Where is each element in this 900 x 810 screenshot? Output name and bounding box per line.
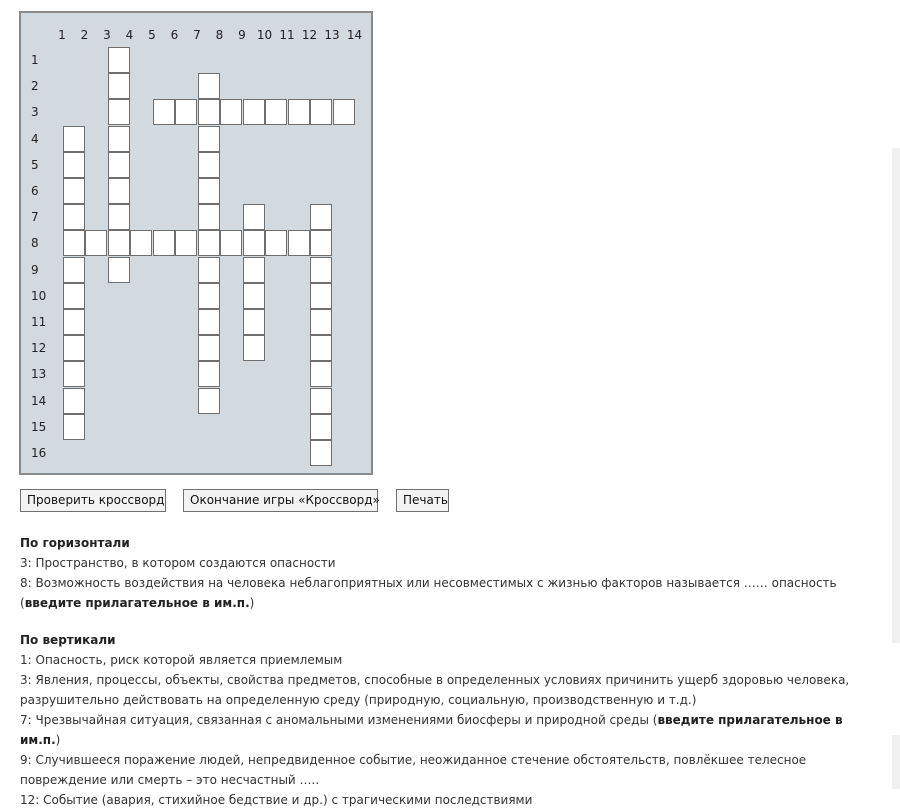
crossword-cell[interactable] (108, 126, 130, 152)
crossword-cell[interactable] (310, 361, 332, 387)
crossword-cell[interactable] (243, 99, 265, 125)
row-number: 2 (31, 79, 39, 94)
crossword-cell[interactable] (108, 257, 130, 283)
row-number: 3 (31, 105, 39, 120)
row-number: 1 (31, 53, 39, 67)
crossword-cell[interactable] (108, 230, 130, 256)
column-number: 5 (148, 28, 156, 42)
crossword-cell[interactable] (108, 178, 130, 204)
column-number: 1 (58, 28, 66, 42)
crossword-cell[interactable] (265, 99, 287, 125)
crossword-cell[interactable] (108, 204, 130, 230)
crossword-cell[interactable] (63, 126, 85, 152)
crossword-cell[interactable] (63, 414, 85, 440)
crossword-cell[interactable] (63, 257, 85, 283)
row-number: 13 (31, 367, 47, 382)
column-number: 11 (279, 28, 295, 42)
crossword-cell[interactable] (243, 335, 265, 361)
column-number: 8 (215, 28, 224, 42)
column-number: 6 (170, 28, 179, 42)
row-number: 4 (31, 131, 39, 146)
row-number: 8 (31, 236, 39, 251)
down-title: По вертикали (20, 633, 116, 647)
crossword-cell[interactable] (63, 152, 85, 178)
column-number: 2 (80, 28, 89, 42)
column-number: 7 (193, 28, 201, 42)
crossword-cell[interactable] (198, 309, 220, 335)
crossword-cell[interactable] (63, 204, 85, 230)
crossword-cell[interactable] (310, 257, 332, 283)
scroll-strip (892, 735, 900, 789)
crossword-cell[interactable] (108, 99, 130, 125)
crossword-cell[interactable] (243, 204, 265, 230)
finish-game-button[interactable]: Окончание игры «Кроссворд» (183, 489, 378, 512)
row-number: 14 (31, 393, 47, 408)
crossword-cell[interactable] (220, 230, 242, 256)
row-number: 9 (31, 262, 39, 277)
clue-across-3: 3: Пространство, в котором создаются опасности (20, 556, 336, 570)
crossword-cell[interactable] (175, 230, 197, 256)
crossword-cell[interactable] (243, 257, 265, 283)
crossword-cell[interactable] (310, 99, 332, 125)
column-number: 3 (103, 28, 111, 42)
row-number: 5 (31, 157, 39, 172)
column-number: 13 (324, 28, 340, 42)
clue-down-12: 12: Событие (авария, стихийное бедствие и др.) с трагическими последствиями (20, 793, 533, 807)
across-clues (20, 553, 880, 613)
crossword-board (19, 11, 373, 475)
crossword-cell[interactable] (310, 388, 332, 414)
crossword-cell[interactable] (288, 230, 310, 256)
crossword-cell[interactable] (153, 230, 175, 256)
crossword-cell[interactable] (198, 99, 220, 125)
clue-across-8: 8: Возможность воздействия на человека неблагоприятных или несовместимых с жизнью факторов называется …… опасность (введите прилагательное в им.п.) (20, 576, 837, 610)
crossword-cell[interactable] (63, 178, 85, 204)
crossword-cell[interactable] (198, 230, 220, 256)
crossword-cell[interactable] (310, 440, 332, 466)
crossword-cell[interactable] (63, 335, 85, 361)
crossword-cell[interactable] (198, 126, 220, 152)
crossword-cell[interactable] (108, 73, 130, 99)
row-number: 10 (31, 288, 47, 303)
clue-hint: введите прилагательное в им.п. (24, 596, 250, 610)
crossword-cell[interactable] (130, 230, 152, 256)
crossword-cell[interactable] (198, 73, 220, 99)
crossword-cell[interactable] (310, 414, 332, 440)
crossword-cell[interactable] (108, 47, 130, 73)
crossword-cell[interactable] (198, 152, 220, 178)
column-number: 10 (256, 28, 273, 42)
crossword-cell[interactable] (288, 99, 310, 125)
row-number: 7 (31, 210, 39, 225)
column-number: 9 (238, 28, 246, 42)
row-number: 11 (31, 315, 47, 329)
crossword-cell[interactable] (310, 335, 332, 361)
crossword-cell[interactable] (198, 204, 220, 230)
clue-down-7: 7: Чрезвычайная ситуация, связанная с аномальными изменениями биосферы и природной среды (введите прилагательное в им.п.) (20, 713, 843, 747)
clue-hint: введите прилагательное в им.п. (20, 713, 843, 747)
crossword-cell[interactable] (198, 361, 220, 387)
crossword-cell[interactable] (333, 99, 355, 125)
column-number: 12 (301, 28, 318, 42)
crossword-cell[interactable] (85, 230, 107, 256)
crossword-cell[interactable] (63, 230, 85, 256)
check-crossword-button[interactable]: Проверить кроссворд (20, 489, 166, 512)
crossword-cell[interactable] (220, 99, 242, 125)
row-number: 15 (31, 419, 47, 434)
crossword-cell[interactable] (153, 99, 175, 125)
crossword-cell[interactable] (310, 309, 332, 335)
row-number: 6 (31, 184, 39, 198)
crossword-cell[interactable] (310, 230, 332, 256)
row-number: 12 (31, 341, 47, 356)
crossword-cell[interactable] (63, 361, 85, 387)
crossword-cell[interactable] (198, 257, 220, 283)
clues-panel (20, 533, 880, 810)
down-clues (20, 650, 880, 810)
crossword-cell[interactable] (63, 388, 85, 414)
crossword-cell[interactable] (243, 283, 265, 309)
print-button[interactable]: Печать (396, 489, 449, 512)
column-number: 14 (346, 28, 363, 42)
row-number: 16 (31, 446, 47, 460)
crossword-cell[interactable] (63, 309, 85, 335)
crossword-cell[interactable] (198, 283, 220, 309)
crossword-cell[interactable] (198, 335, 220, 361)
crossword-cell[interactable] (243, 309, 265, 335)
crossword-cell[interactable] (243, 230, 265, 256)
crossword-cell[interactable] (265, 230, 287, 256)
crossword-cell[interactable] (198, 388, 220, 414)
scroll-strip (892, 148, 900, 643)
across-title: По горизонтали (20, 536, 130, 550)
crossword-cell[interactable] (108, 152, 130, 178)
clue-down-9: 9: Случившееся поражение людей, непредвиденное событие, неожиданное стечение обстоятельств, повлёкшее телесное повреждение или смерть – это несчастный ….. (20, 753, 807, 787)
crossword-cell[interactable] (310, 204, 332, 230)
clue-down-3: 3: Явления, процессы, объекты, свойства предметов, способные в определенных условиях причинить ущерб здоровью человека, разрушительно действовать на определенную среду (природную, социальную, производственную и т.д.) (20, 673, 850, 707)
crossword-cell[interactable] (175, 99, 197, 125)
crossword-cell[interactable] (310, 283, 332, 309)
clue-down-1: 1: Опасность, риск которой является приемлемым (20, 653, 343, 667)
crossword-cell[interactable] (198, 178, 220, 204)
crossword-cell[interactable] (63, 283, 85, 309)
column-number: 4 (125, 28, 134, 42)
